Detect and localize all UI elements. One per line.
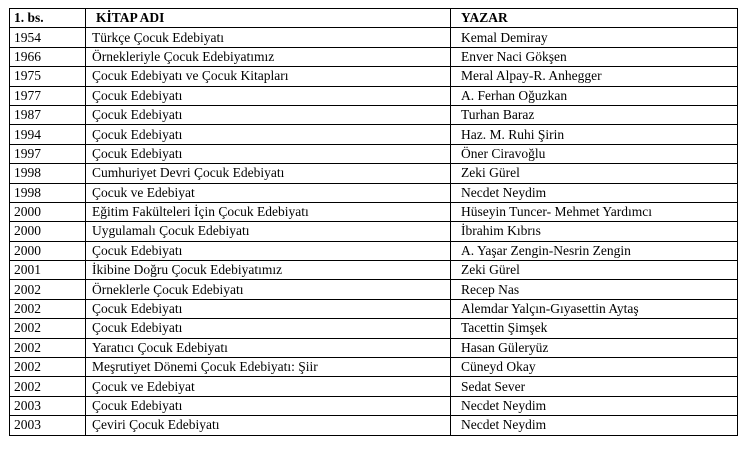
table-row xyxy=(10,47,738,66)
header-author: YAZAR xyxy=(451,9,738,28)
title-cell: Cumhuriyet Devri Çocuk Edebiyatı xyxy=(86,164,451,183)
table-row xyxy=(10,202,738,221)
author-cell: Necdet Neydim xyxy=(451,396,738,415)
author-cell: Enver Naci Gökşen xyxy=(451,47,738,66)
title-cell: Çeviri Çocuk Edebiyatı xyxy=(86,416,451,435)
author-cell: Necdet Neydim xyxy=(451,416,738,435)
year-cell: 2000 xyxy=(10,222,86,241)
year-cell: 2002 xyxy=(10,358,86,377)
table-row xyxy=(10,358,738,377)
table-row xyxy=(10,28,738,47)
title-cell: Örneklerle Çocuk Edebiyatı xyxy=(86,280,451,299)
author-cell: Kemal Demiray xyxy=(451,28,738,47)
title-cell: Çocuk Edebiyatı xyxy=(86,319,451,338)
table-row xyxy=(10,338,738,357)
table-row xyxy=(10,222,738,241)
title-cell: Türkçe Çocuk Edebiyatı xyxy=(86,28,451,47)
year-cell: 2002 xyxy=(10,338,86,357)
author-cell: İbrahim Kıbrıs xyxy=(451,222,738,241)
author-cell: Sedat Sever xyxy=(451,377,738,396)
year-cell: 2002 xyxy=(10,377,86,396)
table-row xyxy=(10,319,738,338)
title-cell: Çocuk Edebiyatı xyxy=(86,144,451,163)
year-cell: 1977 xyxy=(10,86,86,105)
year-cell: 2000 xyxy=(10,202,86,221)
table-body xyxy=(10,28,738,435)
table-row xyxy=(10,416,738,435)
author-cell: Cüneyd Okay xyxy=(451,358,738,377)
author-cell: Zeki Gürel xyxy=(451,261,738,280)
author-cell: Turhan Baraz xyxy=(451,105,738,124)
title-cell: Örnekleriyle Çocuk Edebiyatımız xyxy=(86,47,451,66)
table-row xyxy=(10,144,738,163)
year-cell: 1994 xyxy=(10,125,86,144)
year-cell: 2000 xyxy=(10,241,86,260)
table-row xyxy=(10,241,738,260)
title-cell: Çocuk Edebiyatı xyxy=(86,396,451,415)
title-cell: Çocuk Edebiyatı xyxy=(86,299,451,318)
table-row xyxy=(10,105,738,124)
title-cell: Çocuk Edebiyatı xyxy=(86,241,451,260)
author-cell: A. Yaşar Zengin-Nesrin Zengin xyxy=(451,241,738,260)
author-cell: Meral Alpay-R. Anhegger xyxy=(451,67,738,86)
author-cell: Hasan Güleryüz xyxy=(451,338,738,357)
table-row xyxy=(10,280,738,299)
table-row xyxy=(10,396,738,415)
year-cell: 1997 xyxy=(10,144,86,163)
table-row xyxy=(10,299,738,318)
table-row xyxy=(10,183,738,202)
year-cell: 2003 xyxy=(10,396,86,415)
title-cell: Yaratıcı Çocuk Edebiyatı xyxy=(86,338,451,357)
year-cell: 1998 xyxy=(10,164,86,183)
author-cell: Hüseyin Tuncer- Mehmet Yardımcı xyxy=(451,202,738,221)
title-cell: İkibine Doğru Çocuk Edebiyatımız xyxy=(86,261,451,280)
year-cell: 2002 xyxy=(10,319,86,338)
table-row xyxy=(10,86,738,105)
author-cell: Recep Nas xyxy=(451,280,738,299)
table-row xyxy=(10,164,738,183)
table-row xyxy=(10,67,738,86)
header-row xyxy=(10,9,738,28)
year-cell: 2003 xyxy=(10,416,86,435)
year-cell: 2002 xyxy=(10,280,86,299)
author-cell: A. Ferhan Oğuzkan xyxy=(451,86,738,105)
title-cell: Meşrutiyet Dönemi Çocuk Edebiyatı: Şiir xyxy=(86,358,451,377)
title-cell: Çocuk ve Edebiyat xyxy=(86,183,451,202)
title-cell: Uygulamalı Çocuk Edebiyatı xyxy=(86,222,451,241)
table-row xyxy=(10,261,738,280)
year-cell: 1966 xyxy=(10,47,86,66)
author-cell: Necdet Neydim xyxy=(451,183,738,202)
year-cell: 2002 xyxy=(10,299,86,318)
author-cell: Alemdar Yalçın-Gıyasettin Aytaş xyxy=(451,299,738,318)
title-cell: Çocuk Edebiyatı xyxy=(86,125,451,144)
author-cell: Öner Ciravoğlu xyxy=(451,144,738,163)
author-cell: Zeki Gürel xyxy=(451,164,738,183)
year-cell: 1954 xyxy=(10,28,86,47)
table-row xyxy=(10,125,738,144)
title-cell: Çocuk Edebiyatı ve Çocuk Kitapları xyxy=(86,67,451,86)
author-cell: Tacettin Şimşek xyxy=(451,319,738,338)
table-row xyxy=(10,377,738,396)
title-cell: Çocuk ve Edebiyat xyxy=(86,377,451,396)
author-cell: Haz. M. Ruhi Şirin xyxy=(451,125,738,144)
year-cell: 2001 xyxy=(10,261,86,280)
header-year: 1. bs. xyxy=(10,9,86,28)
year-cell: 1975 xyxy=(10,67,86,86)
book-list-table xyxy=(9,8,738,436)
book-list-table-container xyxy=(9,8,738,436)
year-cell: 1998 xyxy=(10,183,86,202)
year-cell: 1987 xyxy=(10,105,86,124)
title-cell: Çocuk Edebiyatı xyxy=(86,105,451,124)
title-cell: Çocuk Edebiyatı xyxy=(86,86,451,105)
header-title: KİTAP ADI xyxy=(86,9,451,28)
title-cell: Eğitim Fakülteleri İçin Çocuk Edebiyatı xyxy=(86,202,451,221)
